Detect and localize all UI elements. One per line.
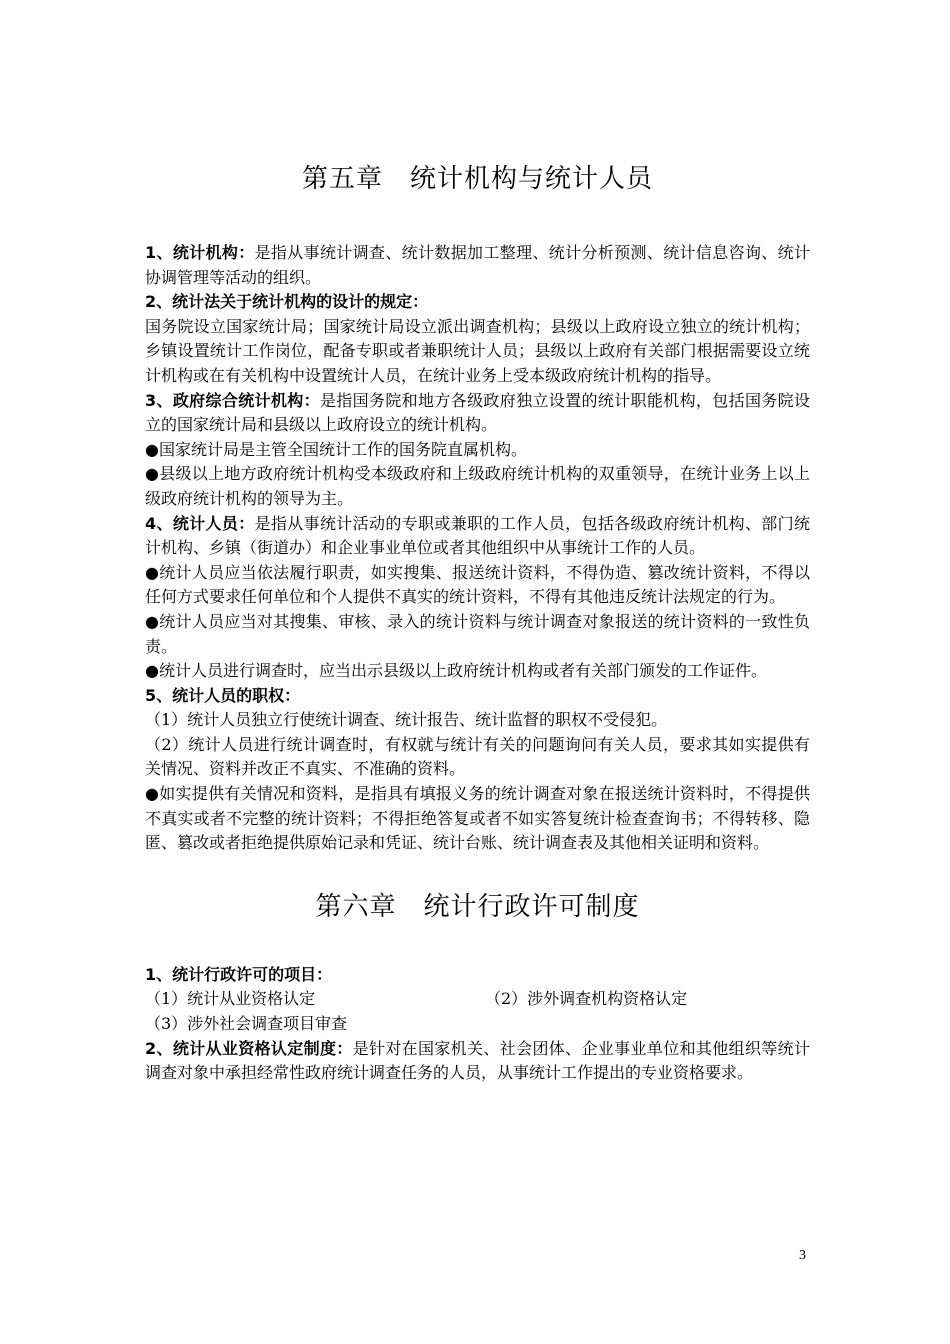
- bullet-item: ●如实提供有关情况和资料，是指具有填报义务的统计调查对象在报送统计资料时，不得提供不真实或者不完整的统计资料；不得拒绝答复或者不如实答复统计检查查询书；不得转移、隐匿、篡改或者拒绝提供原始记录和凭证、统计台账、统计调查表及其他相关证明和资料。: [145, 784, 810, 853]
- item-row: [145, 987, 810, 1012]
- numbered-item: （3）涉外社会调查项目审查: [145, 1014, 348, 1034]
- page-content: [145, 150, 810, 1086]
- definition-text: 是指从事统计活动的专职或兼职的工作人员，包括各级政府统计机构、部门统计机构、乡镇（街道办）和企业事业单位或者其他组织中从事统计工作的人员。: [145, 513, 810, 558]
- definition-text: 是针对在国家机关、社会团体、企业事业单位和其他组织等统计调查对象中承担经常性政府统计调查任务的人员，从事统计工作提出的专业资格要求。: [145, 1038, 810, 1083]
- section-label: 5、统计人员的职权：: [145, 685, 301, 705]
- section-heading: [145, 290, 810, 315]
- term-label: 1、统计机构：: [145, 243, 255, 262]
- numbered-item: （2）涉外调查机构资格认定: [485, 989, 688, 1009]
- bullet-item: ●国家统计局是主管全国统计工作的国务院直属机构。: [145, 439, 527, 459]
- paragraph: [145, 241, 810, 290]
- definition-text: 是指国务院和地方各级政府独立设置的统计职能机构，包括国务院设立的国家统计局和县级以上政府设立的统计机构。: [145, 390, 810, 435]
- page-number: 3: [799, 1248, 806, 1263]
- section-heading: [145, 963, 810, 988]
- bullet-item: ●统计人员应当对其搜集、审核、录入的统计资料与统计调查对象报送的统计资料的一致性负责。: [145, 611, 810, 656]
- chapter-6-title: 第六章 统计行政许可制度: [315, 891, 640, 922]
- term-label: 4、统计人员：: [145, 513, 255, 533]
- definition-text: 是指从事统计调查、统计数据加工整理、统计分析预测、统计信息咨询、统计协调管理等活动的组织。: [145, 243, 810, 287]
- bullet-item: ●统计人员进行调查时，应当出示县级以上政府统计机构或者有关部门颁发的工作证件。: [145, 661, 767, 681]
- term-label: 2、统计从业资格认定制度：: [145, 1038, 353, 1058]
- paragraph: [145, 1037, 810, 1086]
- term-label: 3、政府综合统计机构：: [145, 390, 320, 410]
- chapter-5-title: 第五章 统计机构与统计人员: [301, 164, 653, 194]
- section-label: 1、统计行政许可的项目：: [145, 964, 333, 984]
- section-label: 2、统计法关于统计机构的设计的规定：: [145, 292, 429, 312]
- item-row: [145, 1012, 810, 1037]
- bullet-item: ●统计人员应当依法履行职责，如实搜集、报送统计资料，不得伪造、篡改统计资料，不得以任何方式要求任何单位和个人提供不真实的统计资料，不得有其他违反统计法规定的行为。: [145, 562, 810, 607]
- paragraph: [145, 389, 810, 438]
- section-heading: [145, 684, 810, 709]
- paragraph: 国务院设立国家统计局；国家统计局设立派出调查机构；县级以上政府设立独立的统计机构；乡镇设置统计工作岗位，配备专职或者兼职统计人员；县级以上政府有关部门根据需要设立统计机构或在有关机构中设置统计人员，在统计业务上受本级政府统计机构的指导。: [145, 316, 810, 385]
- numbered-item: （1）统计从业资格认定: [145, 989, 316, 1009]
- paragraph: [145, 512, 810, 561]
- numbered-item: （2）统计人员进行统计调查时，有权就与统计有关的问题询问有关人员，要求其如实提供有关情况、资料并改正不真实、不准确的资料。: [145, 734, 810, 779]
- numbered-item: （1）统计人员独立行使统计调查、统计报告、统计监督的职权不受侵犯。: [145, 710, 668, 730]
- bullet-item: ●县级以上地方政府统计机构受本级政府和上级政府统计机构的双重领导，在统计业务上以上级政府统计机构的领导为主。: [145, 464, 810, 508]
